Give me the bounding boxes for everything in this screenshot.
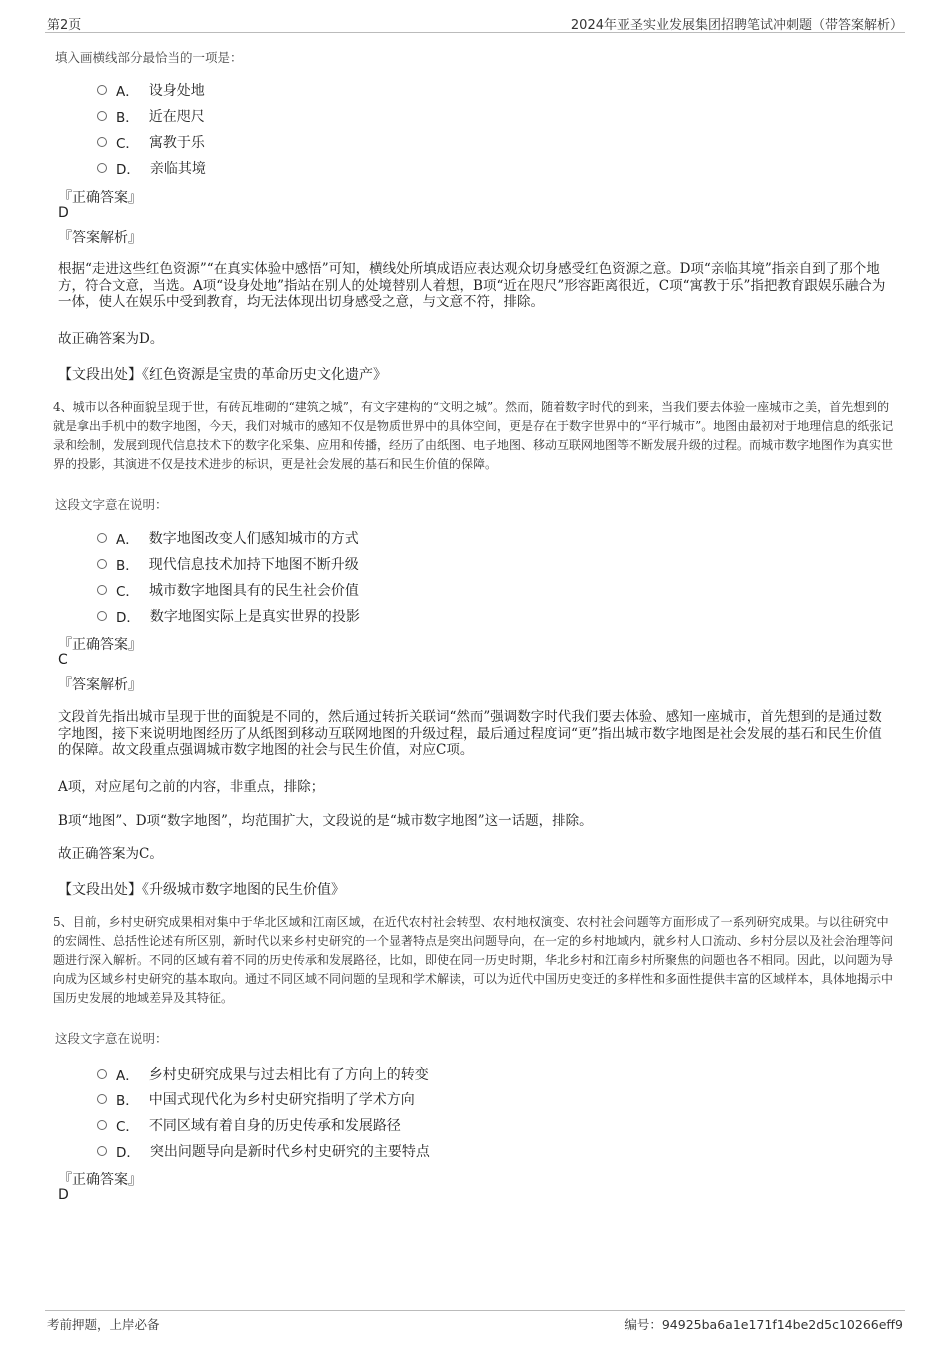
- q3-option-d[interactable]: [97, 158, 206, 178]
- option-label: D．: [116, 162, 140, 178]
- option-text: 数字地图改变人们感知城市的方式: [148, 531, 359, 547]
- option-text: 设身处地: [148, 83, 205, 99]
- option-label: A．: [116, 1068, 139, 1084]
- q3-answer-heading: 『正确答案』: [58, 190, 142, 206]
- q5-answer: D: [58, 1187, 69, 1203]
- option-label: D．: [116, 1145, 140, 1161]
- q5-option-b[interactable]: [97, 1089, 415, 1109]
- option-label: A．: [116, 84, 139, 100]
- q4-option-a[interactable]: [97, 528, 359, 548]
- q5-answer-heading: 『正确答案』: [58, 1172, 142, 1188]
- q3-prompt: 填入画横线部分最恰当的一项是：: [55, 50, 243, 65]
- option-label: B．: [116, 110, 139, 126]
- radio-icon[interactable]: [97, 1120, 107, 1130]
- option-label: C．: [116, 136, 139, 152]
- page-number: 第2页: [47, 18, 82, 33]
- q4-answer-heading: 『正确答案』: [58, 637, 142, 653]
- option-label: B．: [116, 558, 139, 574]
- q4-option-c[interactable]: [97, 580, 359, 600]
- option-text: 突出问题导向是新时代乡村史研究的主要特点: [149, 1144, 430, 1160]
- q4-conclusion: 故正确答案为C。: [58, 846, 163, 862]
- radio-icon[interactable]: [97, 533, 107, 543]
- page-footer: [45, 1310, 905, 1335]
- option-label: C．: [116, 1119, 139, 1135]
- radio-icon[interactable]: [97, 611, 107, 621]
- radio-icon[interactable]: [97, 137, 107, 147]
- option-text: 亲临其境: [149, 161, 206, 177]
- document-id: 编号：94925ba6a1e171f14be2d5c10266eff9: [624, 1317, 903, 1332]
- q5-prompt: 这段文字意在说明：: [55, 1031, 168, 1046]
- page-header: [45, 10, 905, 33]
- q5-option-a[interactable]: [97, 1064, 429, 1084]
- q3-analysis-heading: 『答案解析』: [58, 230, 142, 246]
- q3-option-a[interactable]: [97, 80, 205, 100]
- option-label: D．: [116, 610, 140, 626]
- q3-analysis-paragraph: 根据“走进这些红色资源”“在真实体验中感悟”可知，横线处所填成语应表达观众切身感受红色资源之意。D项“亲临其境”指亲自到了那个地方，符合文意，当选。A项“设身处地”指站在别人的处境替别人着想，B项“近在咫尺”形容距离很近，C项“寓教于乐”指把教育跟娱乐融合为一体，使人在娱乐中受到教育，均无法体现出切身感受之意，与文意不符，排除。: [58, 261, 886, 310]
- radio-icon[interactable]: [97, 559, 107, 569]
- option-text: 现代信息技术加持下地图不断升级: [148, 557, 359, 573]
- radio-icon[interactable]: [97, 163, 107, 173]
- option-text: 城市数字地图具有的民生社会价值: [148, 583, 359, 599]
- q5-option-d[interactable]: [97, 1141, 430, 1161]
- option-label: A．: [116, 532, 139, 548]
- q4-analysis-paragraph: 文段首先指出城市呈现于世的面貌是不同的，然后通过转折关联词“然而”强调数字时代我们要去体验、感知一座城市，首先想到的是通过数字地图，接下来说明地图经历了从纸图到移动互联网地图的升级过程，最后通过程度词“更”指出城市数字地图是社会发展的基石和民生价值的保障。故文段重点强调城市数字地图的社会与民生价值，对应C项。: [58, 709, 882, 758]
- radio-icon[interactable]: [97, 85, 107, 95]
- option-text: 数字地图实际上是真实世界的投影: [149, 609, 360, 625]
- q5-option-c[interactable]: [97, 1115, 401, 1135]
- q4-text: 4、城市以各种面貌呈现于世，有砖瓦堆砌的“建筑之城”，有文字建构的“文明之城”。然而，随着数字时代的到来，当我们要去体验一座城市之美，首先想到的就是拿出手机中的数字地图，今天，我们对城市的感知不仅是物质世界中的具体空间，更是存在于数字世界中的“平行城市”。地图由最初对于地理信息的纸张记录和绘制，发展到现代信息技术下的数字化采集、应用和传播，经历了由纸图、电子地图、移动互联网地图等不断发展升级的过程。而城市数字地图作为真实世界的投影，其演进不仅是技术进步的标识，更是社会发展的基石和民生价值的保障。: [53, 400, 894, 471]
- q4-source: 【文段出处】《升级城市数字地图的民生价值》: [58, 882, 345, 898]
- document-title: 2024年亚圣实业发展集团招聘笔试冲刺题（带答案解析）: [570, 18, 903, 33]
- q4-option-b[interactable]: [97, 554, 359, 574]
- q4-analysis-bd: B项“地图”、D项“数字地图”，均范围扩大，文段说的是“城市数字地图”这一话题，排除。: [58, 813, 593, 829]
- option-text: 寓教于乐: [148, 135, 205, 151]
- q4-prompt: 这段文字意在说明：: [55, 497, 168, 512]
- q4-analysis-heading: 『答案解析』: [58, 677, 142, 693]
- option-label: C．: [116, 584, 139, 600]
- q4-option-d[interactable]: [97, 606, 360, 626]
- q4-analysis-a: A项，对应尾句之前的内容，非重点，排除；: [58, 779, 325, 795]
- q3-option-b[interactable]: [97, 106, 205, 126]
- radio-icon[interactable]: [97, 1146, 107, 1156]
- q3-answer: D: [58, 205, 69, 221]
- radio-icon[interactable]: [97, 1069, 107, 1079]
- radio-icon[interactable]: [97, 1094, 107, 1104]
- q4-answer: C: [58, 652, 68, 668]
- q3-option-c[interactable]: [97, 132, 205, 152]
- footer-slogan: 考前押题，上岸必备: [47, 1317, 160, 1332]
- option-text: 不同区域有着自身的历史传承和发展路径: [148, 1118, 401, 1134]
- q5-text: 5、目前，乡村史研究成果相对集中于华北区域和江南区域，在近代农村社会转型、农村地权演变、农村社会问题等方面形成了一系列研究成果。与以往研究中的宏阔性、总括性论述有所区别，新时代以来乡村史研究的一个显著特点是突出问题导向，在一定的乡村地域内，就乡村人口流动、乡村分层以及社会治理等问题进行深入解析。不同的区域有着不同的历史传承和发展路径，比如，即使在同一历史时期，华北乡村和江南乡村所聚焦的问题也各不相同。因此，以问题为导向成为区域乡村史研究的基本取向。通过不同区域不同问题的呈现和学术解读，可以为近代中国历史变迁的多样性和多面性提供丰富的区域样本，具体地揭示中国历史发展的地域差异及其特征。: [53, 915, 894, 1005]
- option-text: 乡村史研究成果与过去相比有了方向上的转变: [148, 1067, 429, 1083]
- radio-icon[interactable]: [97, 585, 107, 595]
- option-text: 近在咫尺: [148, 109, 205, 125]
- radio-icon[interactable]: [97, 111, 107, 121]
- q3-conclusion: 故正确答案为D。: [58, 331, 164, 347]
- option-text: 中国式现代化为乡村史研究指明了学术方向: [148, 1092, 415, 1108]
- option-label: B．: [116, 1093, 139, 1109]
- q3-source: 【文段出处】《红色资源是宝贵的革命历史文化遗产》: [58, 367, 387, 383]
